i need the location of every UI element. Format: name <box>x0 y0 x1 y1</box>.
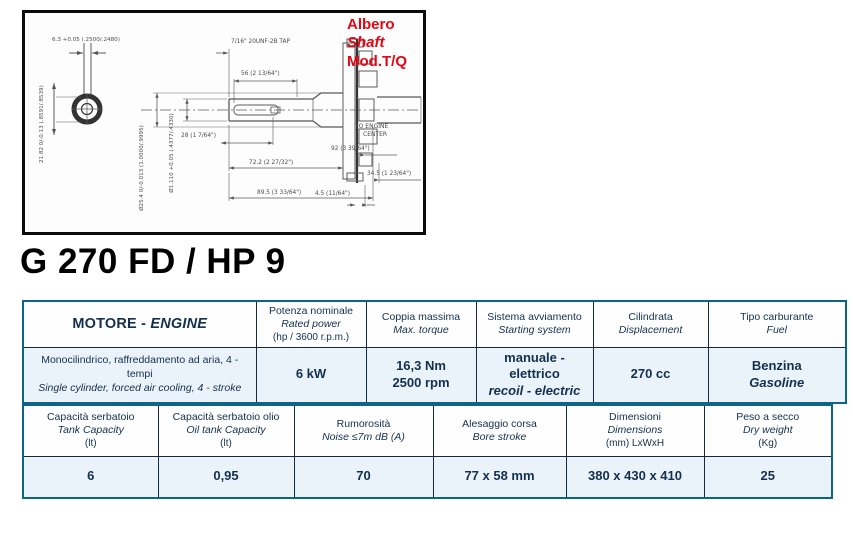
header-displacement: Cilindrata Displacement <box>593 301 708 347</box>
shaft-model-label-en: Shaft <box>347 34 385 52</box>
header-motore-engine <box>23 301 256 347</box>
dim-label-dia254: Ø25.4 0/-0.013 (1.0000/.9995) <box>139 125 145 211</box>
header-oil-tank-capacity: Capacità serbatoio olio Oil tank Capacity (lt) <box>158 405 294 456</box>
header-dimensions: Dimensioni Dimensions (mm) LxWxH <box>566 405 704 456</box>
capacity-table-header-row <box>23 405 832 456</box>
value-dimensions: 380 x 430 x 410 <box>566 456 704 498</box>
value-noise: 70 <box>294 456 433 498</box>
shaft-model-label-it: Albero <box>347 16 395 33</box>
header-dry-weight: Peso a secco Dry weight (Kg) <box>704 405 832 456</box>
engine-table-value-row <box>23 347 846 403</box>
dim-label-895: 89.5 (3 33/64") <box>257 190 302 196</box>
value-bore-stroke: 77 x 58 mm <box>433 456 566 498</box>
value-dry-weight: 25 <box>704 456 832 498</box>
value-engine-description: Monocilindrico, raffreddamento ad aria, 4 - tempi Single cylinder, forced air cooling, 4 - stroke <box>23 347 256 403</box>
engine-spec-table <box>22 300 847 404</box>
dim-label-56: 56 (2 13/64") <box>241 71 280 77</box>
header-motore-en: ENGINE <box>150 316 208 333</box>
dim-label-28: 28 (1 7/64") <box>181 133 216 139</box>
value-rated-power: 6 kW <box>256 347 366 403</box>
value-tank-capacity: 6 <box>23 456 158 498</box>
dim-label-722: 72.2 (2 27/32") <box>249 160 294 166</box>
value-displacement: 270 cc <box>593 347 708 403</box>
header-motore-it: MOTORE - <box>72 316 147 333</box>
annotation-to-engine-line1: TO ENGINE <box>355 123 389 130</box>
capacity-spec-table <box>22 404 833 499</box>
page-title: G 270 FD / HP 9 <box>20 242 286 281</box>
shaft-model-code: Mod.T/Q <box>347 52 407 70</box>
dim-label-dia1110: Ø1.110 +0.05 (.4377/.4330) <box>169 113 175 193</box>
header-bore-stroke: Alesaggio corsa Bore stroke <box>433 405 566 456</box>
annotation-to-engine-line2: CENTER <box>363 131 388 138</box>
capacity-table-value-row <box>23 456 832 498</box>
shaft-end-view <box>54 43 106 135</box>
header-tank-capacity: Capacità serbatoio Tank Capacity (lt) <box>23 405 158 456</box>
dim-label-92: 92 (3 39/64") <box>331 146 370 152</box>
dim-label-45: 4.5 (11/64") <box>315 191 350 197</box>
header-noise: Rumorosità Noise ≤7m dB (A) <box>294 405 433 456</box>
value-oil-tank-capacity: 0,95 <box>158 456 294 498</box>
header-max-torque: Coppia massima Max. torque <box>366 301 476 347</box>
header-starting-system: Sistema avviamento Starting system <box>476 301 593 347</box>
value-starting-system: manuale - elettrico recoil - electric <box>476 347 593 403</box>
header-fuel: Tipo carburante Fuel <box>708 301 846 347</box>
engine-table-header-row <box>23 301 846 347</box>
dim-label-key-height: 21.82 0/-0.13 (.8591/.8539) <box>39 85 45 163</box>
dim-label-345: 34.5 (1 23/64") <box>367 171 412 177</box>
dim-label-tap: 7/16" 20UNF-2B TAP <box>231 39 290 45</box>
shaft-drawing-box <box>22 10 426 235</box>
header-rated-power: Potenza nominale Rated power (hp / 3600 r.p.m.) <box>256 301 366 347</box>
dim-label-key-width: 6.3 +0.05 (.2500/.2480) <box>52 37 120 43</box>
value-fuel: Benzina Gasoline <box>708 347 846 403</box>
shaft-model-label <box>347 16 407 71</box>
value-max-torque: 16,3 Nm 2500 rpm <box>366 347 476 403</box>
